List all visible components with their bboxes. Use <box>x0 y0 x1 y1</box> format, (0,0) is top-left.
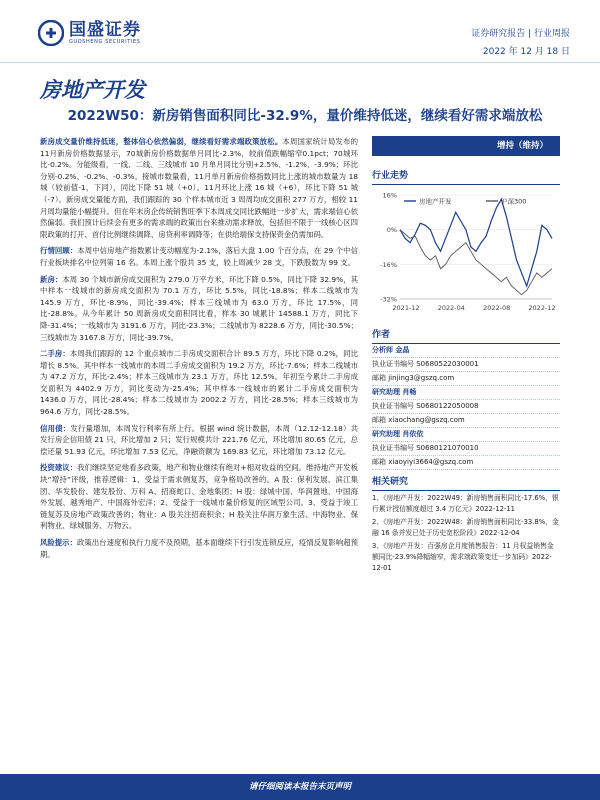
analyst-field-value: jinjing3@gszq.com <box>388 374 455 382</box>
analyst-row <box>372 456 560 470</box>
main-content <box>40 136 358 565</box>
y-tick-label: 0% <box>386 226 397 235</box>
related-report: 1、《房地产开发：2022W49：新房销售面积同比-17.6%，银行累计授信额度超过 3.4 万亿元》2022-12-11 <box>372 494 559 513</box>
analyst-field-label: 执业证书编号 <box>372 402 417 410</box>
related-title: 相关研究 <box>372 474 560 491</box>
analyst-name: 肖畅 <box>400 388 417 396</box>
analyst-field-value: S0680121070010 <box>416 444 479 452</box>
x-tick-label: 2021-12 <box>392 304 420 312</box>
paragraph-second-hand: 二手房：本周我们跟踪的 12 个重点城市二手房成交面积合计 89.5 万方，环比下降 0.2%，同比增长 8.5%。其中样本一线城市的本周二手房成交面积为 19.2 万方，环比-7.6%；样本二线城市为 47.2 万方，环比-2.4%；样本三线城市为 23.1 万方，环比 12.5%。年初至今累计二手房成交面积为 4402.9 万方，同比变动为-25.4%；其中样本一线城市的累计二手房成交面积为 1436.0 万方，同比-28.4%；样本二线城市为 2002.2 万方，同比-28.5%；样本三线城市为 964.6 万方，同比-28.5%。 <box>40 349 358 417</box>
series-line <box>400 199 552 286</box>
analyst-row <box>372 400 560 414</box>
analyst-field-label: 执业证书编号 <box>372 444 417 452</box>
paragraph-market-review: 行情回顾：本周中信房地产指数累计变动幅度为-2.1%，落后大盘 1.00 个百分点，在 29 个中信行业板块排名中位列第 16 名。本周上涨个股共 35 支，较上周减少 28 支，下跌股数为 99 支。 <box>40 246 358 267</box>
legend-label: 房地产开发 <box>419 197 452 206</box>
analyst-row <box>372 442 560 456</box>
report-type: 证券研究报告 | 行业周报 <box>471 29 570 39</box>
logo-chinese: 国盛证券 <box>69 19 141 40</box>
related-list <box>372 493 560 573</box>
analyst-field-value: S0680522030001 <box>416 360 479 368</box>
rating-banner: 增持（维持） <box>372 136 560 156</box>
analyst-row <box>372 428 560 442</box>
logo-english: GUOSHENG SECURITIES <box>69 38 141 45</box>
paragraph-new-house: 新房：本周 30 个城市新房成交面积为 279.0 万平方米，环比下降 0.5%，同比下降 32.9%，其中样本一线城市的新房成交面积为 70.1 万方，环比 5.5%，同比-18.8%；样本二线城市为 145.9 万方，环比-8.9%，同比-39.4%；样本三线城市为 63.0 万方，环比 17.5%，同比-28.8%。从今年累计 50 周新房成交面积同比看，样本 30 城累计 14588.1 万方，同比下降-31.4%；一线城市为 3191.6 万方，同比-23.3%；二线城市为 8228.6 万方，同比-30.5%；三线城市为 3167.8 万方，同比-39.7%。 <box>40 274 358 342</box>
x-tick-label: 2022-08 <box>483 304 511 312</box>
footer-disclaimer: 请仔细阅读本报告末页声明 <box>0 774 600 800</box>
logo-mark-icon <box>38 20 64 46</box>
header-divider <box>0 62 600 63</box>
y-tick-label: -16% <box>380 260 397 269</box>
report-headline: 2022W50：新房销售面积同比-32.9%，量价维持低迷，继续看好需求端放松 <box>67 108 543 124</box>
analyst-name: 肖依依 <box>400 430 424 438</box>
analyst-field-value: xiaochang@gszq.com <box>388 416 465 424</box>
paragraph-investment-advice: 投资建议：我们继续坚定地看多政策，地产和物业继续有绝对+相对收益的空间。维持地产开发板块“增持”评级，推荐逻辑：1、受益于需求侧复苏，竞争格局改善的。A 股：保利发展、滨江集团、华发股份、建发股份、万科 A、招商蛇口、金地集团；H 股：绿城中国、华润置地、中国海外发展、越秀地产、中国海外宏洋；2、受益于一线城市量价修复的区域型公司。3、受益于竣工链复苏及房地产政策改善的；物业：A 股关注招商积余；H 股关注华润万象生活、中海物业、保利物业、绿城服务、万物云。 <box>40 463 358 531</box>
analyst-field-value: S0680122050008 <box>416 402 479 410</box>
analyst-field-label: 邮箱 <box>372 374 389 382</box>
analyst-field-label: 执业证书编号 <box>372 360 417 368</box>
x-tick-label: 2022-12 <box>528 304 556 312</box>
analyst-row <box>372 372 560 386</box>
analyst-list <box>372 344 560 470</box>
analyst-role: 研究助理 <box>372 430 400 438</box>
industry-title: 房地产开发 <box>40 78 145 102</box>
paragraph-credit-bond: 信用债：发行量增加，本周发行利率有所上行。根据 wind 统计数据，本周（12.12-12.18）共发行房企信用债 21 只，环比增加 2 只；发行规模共计 221.76 亿元，环比增加 80.65 亿元，总偿还量 51.93 亿元，环比增加 7.53 亿元，净融资额为 169.83 亿元，环比增加 73.12 亿元。 <box>40 423 358 456</box>
analyst-role: 分析师 <box>372 346 393 354</box>
x-tick-label: 2022-04 <box>437 304 465 312</box>
analyst-field-label: 邮箱 <box>372 416 389 424</box>
trend-chart <box>372 187 560 319</box>
related-report: 2、《房地产开发：2022W48：新房销售面积同比-33.8%，金融 16 条并发已处于历史宽松阶段》2022-12-04 <box>372 518 559 537</box>
analyst-row <box>372 344 560 358</box>
y-tick-label: 16% <box>382 191 397 200</box>
analyst-field-label: 邮箱 <box>372 458 389 466</box>
legend-label: 沪深300 <box>501 197 527 206</box>
analyst-name: 金晶 <box>393 346 410 354</box>
analyst-row <box>372 386 560 400</box>
paragraph-risk: 风险提示：政策出台速度和执行力度不及预期，基本面继续下行引发连锁反应，疫情反复影响超预期。 <box>40 538 358 559</box>
paragraph-summary: 新房成交量价维持低迷，整体信心依然偏弱，继续看好需求端政策放松。本周国家统计局发布的11月新房价格数据显示，70城新房价格数据单月同比-2.3%，较前值跌幅缩窄0.1pct；70城环比-0.2%。分能级看，一线、二线、三线城市 10 月单月同比分别+2.5%、-1.2%、-3.9%；环比分别-0.2%、-0.2%、-0.3%。接城市数量看，11月单月新房价格指数同比上涨的城市数量为 18 城（较前值-1，下同），同比下降 51 城（+0）。11月环比上涨 16 城（+6），环比下降 51 城（-7）。新房成交量能方面，我们跟踪的 30 个样本城市近 3 周周均成交面积 277 万方，相较 11 月周均量能小幅提升。但在年末房企传统销售旺季下本周成交同比跌幅进一步扩大，需求端信心依然偏弱。我们预计后续会有更多的需求端的政策出台来推动需求释放，包括但不限于一线核心区四限政策的打开、首付比例继续调降、房贷利率调降等；在供给端保支持保资金仍需加码。 <box>40 137 358 239</box>
related-report: 3、《房地产开发：百强房企月度销售报告：11 月权益销售金额同比-23.9%降幅缩窄，需求端政策变迁一步加码》2022-12-01 <box>372 542 554 572</box>
company-logo <box>38 20 141 46</box>
report-date: 2022 年 12 月 18 日 <box>482 47 570 57</box>
analyst-row <box>372 358 560 372</box>
trend-title: 行业走势 <box>372 168 560 185</box>
series-line <box>400 230 552 295</box>
y-tick-label: -32% <box>380 295 397 304</box>
analyst-role: 研究助理 <box>372 388 400 396</box>
analyst-field-value: xiaoyiyi3664@gszq.com <box>388 458 474 466</box>
sidebar <box>372 136 560 576</box>
analyst-title: 作者 <box>372 327 560 344</box>
analyst-row <box>372 414 560 428</box>
